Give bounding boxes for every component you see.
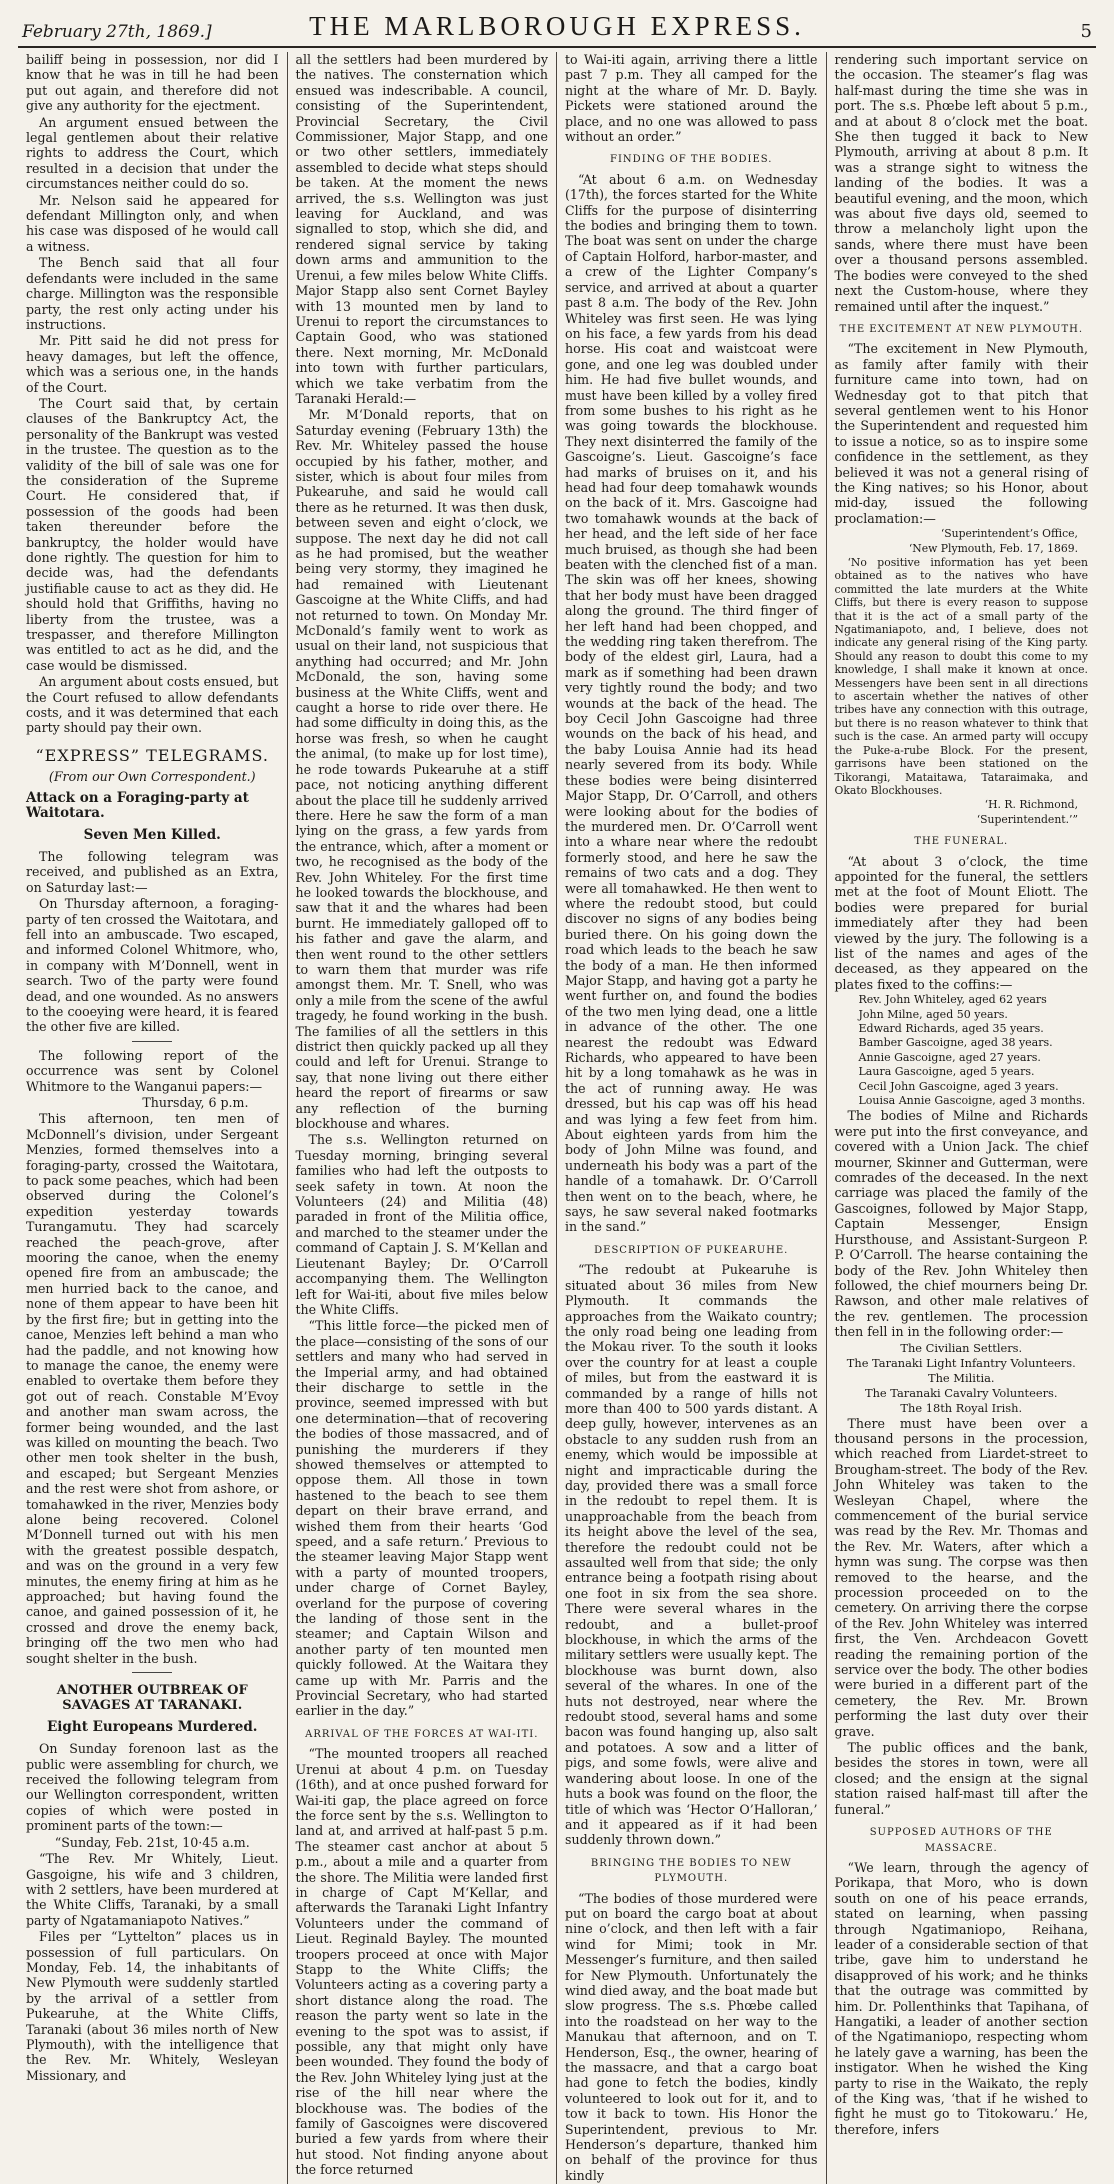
paragraph: “We learn, through the agency of Porikapa, that Moro, who is down south on one of his peace errands, stated on learning, when passing through Ngatimaniopo, Reihana, leader of a considerable section of that tribe, gave him to understand he disapproved of his work; and he thinks that the outrage was committed by him. Dr. Pollenthinks that Tapihana, of Hangatiki, a leader of another section of the Ngatimaniopo, respecting whom he lately gave a warning, has been the instigator. When he wished the King party to rise in the Waikato, the reply of the King was, ‘that if he wished to fight he must go to Titokowaru.’ He, therefore, infers	[834, 1859, 1088, 2137]
column-2	[288, 52, 558, 2184]
paragraph: “The redoubt at Pukearuhe is situated about 36 miles from New Plymouth. It commands the approaches from the Waikato country; the only road being one leading from the Mokau river. To the south it looks over the country for at least a couple of miles, but from the eastward it is commanded by a range of hills not more than 400 to 500 yards distant. A deep gully, however, intervenes as an obstacle to any sudden rush from an enemy, which would be impossible at night and impracticable during the day, provided there was a small force in the redoubt to repel them. It is unapproachable from the beach from its height above the level of the sea, therefore the redoubt could not be assaulted well from that side; the only entrance being a footpath rising about one foot in six from the sea shore. There were several whares in the redoubt, and a bullet-proof blockhouse, in which the arms of the military settlers were usually kept. The blockhouse was burnt down, also several of the whares. In one of the huts not destroyed, near where the redoubt stood, several hams and some bacon was found hanging up, also salt and potatoes. A sow and a litter of pigs, and some fowls, were alive and wandering about loose. In one of the huts a book was found on the floor, the title of which was ‘Hector O’Halloran,’ and it appeared as if it had been suddenly thrown down.”	[565, 1262, 818, 1848]
paragraph: rendering such important service on the occasion. The steamer’s flag was half-mast during the time she was in port. The s.s. Phœbe left about 5 p.m., and at about 8 o’clock met the boat. She then tugged it back to New Plymouth, arriving at about 8 p.m. It was a strange sight to witness the landing of the bodies. It was a beautiful evening, and the moon, which was about five days old, seemed to throw a melancholy light upon the sands, where there must have been over a thousand persons assembled. The bodies were conveyed to the shed next the Custom-house, where they remained until after the inquest.”	[834, 52, 1088, 314]
paragraph: The following telegram was received, and published as an Extra, on Saturday last:—	[26, 848, 279, 895]
proclamation-signatory-title: ‘Superintendent.’”	[976, 812, 1078, 826]
section-heading-telegrams: “EXPRESS” TELEGRAMS.	[35, 745, 270, 765]
proclamation-signature: ‘H. R. Richmond,	[984, 798, 1078, 812]
paragraph: bailiff being in possession, nor did I know that he was in till he had been put out again, and therefore did not give any authority for the ejectment.	[26, 52, 279, 114]
paragraph: “The bodies of those murdered were put on board the cargo boat at about nine o’clock, and then left with a fair wind for Mimi; took in Mr. Messenger’s furniture, and then sailed for New Plymouth. Unfortunately the wind died away, and the boat made but slow progress. The s.s. Phœbe called into the roadstead on her way to the Manukau that afternoon, and on T. Henderson, Esq., the owner, hearing of the massacre, and that a cargo boat had gone to fetch the bodies, kindly volunteered to look out for it, and to tow it back to town. His Honor the Superintendent, previous to Mr. Henderson’s departure, thanked him on behalf of the province for thus kindly	[565, 1890, 818, 2183]
procession-list	[835, 1341, 1089, 1415]
page-number: 5	[1080, 21, 1092, 42]
paragraph: Mr. Nelson said he appeared for defendant Millington only, and when his case was disposed of he would call a witness.	[26, 192, 279, 254]
subheading-description: DESCRIPTION OF PUKEARUHE.	[594, 1244, 789, 1256]
paragraph: An argument about costs ensued, but the Court refused to allow defendants costs, and it was determined that each party should pay their own.	[26, 674, 279, 736]
paragraph: “The Rev. Mr Whitely, Lieut. Gasgoigne, his wife and 3 children, with 2 settlers, have been murdered at the White Cliffs, Taranaki, by a small party of Ngatamaniapoto Natives.”	[26, 1851, 279, 1928]
report-dateline: Thursday, 6 p.m.	[142, 1095, 249, 1110]
issue-date: February 27th, 1869.]	[22, 22, 212, 42]
column-1	[18, 52, 288, 2184]
subheading-funeral: THE FUNERAL.	[914, 836, 1009, 848]
paragraph: “At about 3 o’clock, the time appointed for the funeral, the settlers met at the foot of Mount Eliott. The bodies were prepared for burial immediately after they had been viewed by the jury. The following is a list of the names and ages of the deceased, as they appeared on the plates fixed to the coffins:—	[834, 853, 1088, 992]
procession-entry: The Taranaki Cavalry Volunteers.	[864, 1385, 1058, 1400]
telegram-dateline: “Sunday, Feb. 21st, 10·45 a.m.	[54, 1834, 250, 1850]
subheading-bringing: BRINGING THE BODIES TO NEW PLYMOUTH.	[590, 1857, 792, 1885]
coffin-entry: Annie Gascoigne, aged 27 years.	[858, 1050, 1041, 1064]
subheading-excitement: THE EXCITEMENT AT NEW PLYMOUTH.	[839, 323, 1084, 335]
paragraph: Mr. M‘Donald reports, that on Saturday evening (February 13th) the Rev. Mr. Whiteley passed the house occupied by his father, mother, and sister, which is about four miles from Pukearuhe, and said he would call there as he returned. It was then dusk, between seven and eight o’clock, we suppose. The next day he did not call as he had promised, but the weather being very stormy, they imagined he had remained with Lieutenant Gascoigne at the White Cliffs, and had not returned to town. On Monday Mr. McDonald’s family went to work as usual on their land, not suspicious that anything had occurred; and Mr. John McDonald, the son, having some business at the White Cliffs, went and caught a horse to ride over there. He had some difficulty in doing this, as the horse was fresh, so when he caught the animal, (to make up for lost time), he rode towards Pukearuhe at a stiff pace, not noticing anything different about the place till he suddenly arrived there. Here he saw the form of a man lying on the grass, a few yards from the entrance, which, after a moment or two, he recognised as the body of the Rev. John Whiteley. For the first time he looked towards the blockhouse, and saw that it and the whares had been burnt. He immediately galloped off to his father and gave the alarm, and then went round to the other settlers to warn them that murder was rife amongst them. Mr. T. Snell, who was only a mile from the scene of the awful tragedy, he found working in the bush. The families of all the settlers in this district then quickly packed up all they could and left for Urenui. Strange to say, that none living out there either heard the report of firearms or saw any reflection of the burning blockhouse and whares.	[295, 407, 548, 1132]
divider	[132, 1041, 172, 1042]
proclamation-office: ‘Superintendent’s Office,	[940, 527, 1078, 541]
paragraph: The Bench said that all four defendants were included in the same charge. Millington was the responsible party, the rest only acting under his instructions.	[26, 255, 279, 332]
subheadline-eight-murdered: Eight Europeans Murdered.	[47, 1718, 258, 1735]
paragraph: “The excitement in New Plymouth, as family after family with their furniture came into town, had on Wednesday got to that pitch that several gentlemen went to his Honor the Superintendent and requested him to issue a notice, so as to inspire some confidence in the settlement, as they believed it was not a general rising of the King natives; so his Honor, about mid-day, issued the following proclamation:—	[834, 341, 1088, 526]
paragraph: “This little force—the picked men of the place—consisting of the sons of our settlers and many who had served in the Imperial army, and had obtained their discharge to settle in the province, seemed impressed with but one determination—that of recovering the bodies of those massacred, and of punishing the murderers if they showed themselves or attempted to oppose them. All those in town hastened to the beach to see them depart on their brave errand, and wished them from their hearts ‘God speed, and a safe return.’ Previous to the steamer leaving Major Stapp went with a party of mounted troopers, under charge of Cornet Bayley, overland for the purpose of covering the landing of those sent in the steamer; and Captain Wilson and another party of ten mounted men quickly followed. At the Waitara they came up with Mr. Parris and the Provincial Secretary, who had started earlier in the day.”	[295, 1318, 548, 1719]
newspaper-title: THE MARLBOROUGH EXPRESS.	[309, 11, 805, 41]
proclamation-text: ‘No positive information has yet been obtained as to the natives who have committed the late murders at the White Cliffs, but there is every reason to suppose that it is the act of a small party of the Ngatimaniapoto, and, I believe, does not indicate any general rising of the King party. Should any reason to doubt this come to my knowledge, I shall make it known at once. Messengers have been sent in all directions to ascertain whether the natives of other tribes have any connection with this outrage, but there is no reason whatever to think that such is the case. An armed party will occupy the Puke-a-rube Block. For the present, garrisons have been stationed on the Tikorangi, Mataitawa, Tataraimaka, and Okato Blockhouses.	[834, 556, 1088, 797]
coffin-entry: Laura Gascoigne, aged 5 years.	[858, 1065, 1035, 1079]
paragraph: On Thursday afternoon, a foraging-party of ten crossed the Waitotara, and fell into an ambuscade. Two escaped, and informed Colonel Whitmore, who, in company with M’Donnell, went in search. Two of the party were found dead, and one wounded. As no answers to the cooeying were heard, it is feared the other five are killed.	[26, 896, 279, 1035]
paragraph: This afternoon, ten men of McDonnell’s division, under Sergeant Menzies, formed themselves into a foraging-party, crossed the Waitotara, to pack some peaches, which had been observed during the Colonel’s expedition yesterday towards Turangamutu. They had scarcely reached the peach-grove, after mooring the canoe, when the enemy opened fire from an ambuscade; the men hurried back to the canoe, and none of them appear to have been hit by the first fire; but in getting into the canoe, Menzies left behind a man who had the paddle, and not knowing how to manage the canoe, the enemy were enabled to overtake them before they got out of reach. Constable M’Evoy and another man swam across, the former being wounded, and the last was killed on mounting the beach. Two other men took shelter in the bush, and escaped; but Sergeant Menzies and the rest were shot from ashore, or tomahawked in the river, Menzies body alone being recovered. Colonel M’Donnell turned out with his men with the greatest possible despatch, and was on the ground in a very few minutes, the enemy firing at him as he approached; but having found the canoe, and gained possession of it, he crossed and drove the enemy back, bringing off the two men who had sought shelter in the bush.	[26, 1111, 279, 1666]
coffin-entry: Bamber Gascoigne, aged 38 years.	[858, 1036, 1053, 1050]
paragraph: all the settlers had been murdered by the natives. The consternation which ensued was indescribable. A council, consisting of the Superintendent, Provincial Secretary, the Civil Commissioner, Major Stapp, and one or two other settlers, immediately assembled to decide what steps should be taken. At the moment the news arrived, the s.s. Wellington was just leaving for Auckland, and was signalled to stop, which she did, and rendered signal service by taking down arms and ammunition to the Urenui, a few miles below White Cliffs. Major Stapp also sent Cornet Bayley with 13 mounted men by land to Urenui to report the circumstances to Captain Good, who was stationed there. Next morning, Mr. McDonald into town with further particulars, which we take verbatim from the Taranaki Herald:—	[295, 52, 548, 406]
procession-entry: The Militia.	[927, 1370, 995, 1385]
paragraph: There must have been over a thousand persons in the procession, which reached from Liardet-street to Brougham-street. The body of the Rev. John Whiteley was taken to the Wesleyan Chapel, where the commencement of the burial service was read by the Rev. Mr. Thomas and the Rev. Mr. Waters, after which a hymn was sung. The corpse was then removed to the hearse, and the procession proceeded on to the cemetery. On arriving there the corpse of the Rev. John Whiteley was interred first, the Ven. Archdeacon Govett reading the remaining portion of the service over the body. The other bodies were buried in a different part of the cemetery, the Rev. Mr. Brown performing the last duty over their grave.	[834, 1415, 1088, 1739]
subheading-finding: FINDING OF THE BODIES.	[610, 154, 773, 166]
divider	[132, 1672, 172, 1673]
paragraph: The following report of the occurrence was sent by Colonel Whitmore to the Wanganui papers:—	[26, 1047, 279, 1094]
column-4	[827, 52, 1097, 2184]
paragraph: The bodies of Milne and Richards were put into the first conveyance, and covered with a Union Jack. The chief mourner, Skinner and Gutterman, were comrades of the deceased. In the next carriage was placed the family of the Gascoignes, followed by Major Stapp, Captain Messenger, Ensign Hursthouse, and Assistant-Surgeon P. P. O’Carroll. The hearse containing the body of the Rev. John Whiteley then followed, the chief mourners being Dr. Rawson, and other male relatives of the rev. gentlemen. The procession then fell in in the following order:—	[834, 1108, 1088, 1340]
headline-attack: Attack on a Foraging-party at Waitotara.	[26, 789, 249, 822]
subheadline-seven-killed: Seven Men Killed.	[83, 826, 221, 843]
paragraph: The s.s. Wellington returned on Tuesday morning, bringing several families who had left the outposts to seek safety in town. At noon the Volunteers (24) and Militia (48) paraded in front of the Militia office, and marched to the steamer under the command of Captain J. S. M‘Kellan and Lieutenant Bayley; Dr. O’Carroll accompanying them. The Wellington left for Wai-iti, about five miles below the White Cliffs.	[295, 1132, 548, 1317]
paragraph: “The mounted troopers all reached Urenui at about 4 p.m. on Tuesday (16th), and at once pushed forward for Wai-iti gap, the place agreed on force the force sent by the s.s. Wellington to land at, and arrived at half-past 5 p.m. The steamer cast anchor at about 5 p.m., about a mile and a quarter from the shore. The Militia were landed first in charge of Capt M‘Kellar, and afterwards the Taranaki Light Infantry Volunteers under the command of Lieut. Reginald Bayley. The mounted troopers proceed at once with Major Stapp to the White Cliffs; the Volunteers acting as a covering party a short distance along the road. The reason the party went so late in the evening to the spot was to assist, if possible, any that might only have been wounded. They found the body of the Rev. John Whiteley lying just at the rise of the hill near where the blockhouse was. The bodies of the family of Gascoignes were discovered buried a few yards from where their hut stood. Not finding anyone about the force returned	[295, 1746, 548, 2178]
paragraph: Mr. Pitt said he did not press for heavy damages, but left the offence, which was a serious one, in the hands of the Court.	[26, 333, 279, 395]
headline-outbreak: ANOTHER OUTBREAK OF SAVAGES AT TARANAKI.	[56, 1683, 248, 1714]
masthead	[18, 8, 1096, 48]
coffin-entry: Rev. John Whiteley, aged 62 years	[858, 993, 1047, 1007]
correspondent-line: (From our Own Correspondent.)	[48, 769, 256, 785]
coffin-entry: Edward Richards, aged 35 years.	[858, 1022, 1044, 1035]
paragraph: The Court said that, by certain clauses of the Bankruptcy Act, the personality of the Bankrupt was vested in the trustee. The question as to the validity of the bill of sale was one for the consideration of the Supreme Court. He considered that, if possession of the goods had been taken thereunder before the bankruptcy, the holder would have done rightly. The question for him to decide was, had the defendants justifiable cause to act as they did. He should hold that Griffiths, having no liberty from the trustee, was a trespasser, and therefore Millington was entitled to act as he did, and the case would be dismissed.	[26, 395, 279, 673]
coffin-entry: John Milne, aged 50 years.	[858, 1007, 1008, 1021]
paragraph: Files per “Lyttelton” places us in possession of full particulars. On Monday, Feb. 14, the inhabitants of New Plymouth were suddenly startled by the arrival of a settler from Pukearuhe, at the White Cliffs, Taranaki (about 36 miles north of New Plymouth), with the intelligence that the Rev. Mr. Whitely, Wesleyan Missionary, and	[26, 1929, 279, 2083]
procession-entry: The Taranaki Light Infantry Volunteers.	[846, 1355, 1076, 1370]
subheading-arrival: ARRIVAL OF THE FORCES AT WAI-ITI.	[305, 1728, 539, 1740]
paragraph: On Sunday forenoon last as the public were assembling for church, we received the following telegram from our Wellington correspondent, written copies of which were posted in prominent parts of the town:—	[26, 1741, 279, 1834]
paragraph: to Wai-iti again, arriving there a little past 7 p.m. They all camped for the night at the whare of Mr. D. Bayly. Pickets were stationed around the place, and no one was allowed to pass without an order.”	[565, 52, 818, 145]
coffin-list	[835, 993, 1089, 1107]
proclamation-date: ‘New Plymouth, Feb. 17, 1869.	[908, 541, 1078, 555]
coffin-entry: Cecil John Gascoigne, aged 3 years.	[858, 1079, 1059, 1093]
procession-entry: The 18th Royal Irish.	[900, 1400, 1023, 1415]
procession-entry: The Civilian Settlers.	[900, 1340, 1023, 1355]
column-3	[557, 52, 827, 2184]
article-columns	[18, 52, 1096, 2183]
paragraph: The public offices and the bank, besides the stores in town, were all closed; and the ensign at the signal station raised half-mast till after the funeral.”	[834, 1740, 1088, 1817]
paragraph: An argument ensued between the legal gentlemen about their relative rights to address the Court, which resulted in a decision that under the circumstances neither could do so.	[26, 114, 279, 192]
coffin-entry: Louisa Annie Gascoigne, aged 3 months.	[858, 1094, 1086, 1108]
paragraph: “At about 6 a.m. on Wednesday (17th), the forces started for the White Cliffs for the purpose of disinterring the bodies and bringing them to town. The boat was sent on under the charge of Captain Holford, harbor-master, and a crew of the Lighter Company’s service, and arrived at about a quarter past 8 a.m. The body of the Rev. John Whiteley was first seen. He was lying on his face, a few yards from his dead horse. His coat and waistcoat were gone, and one leg was doubled under him. He had five bullet wounds, and must have been killed by a volley fired from some bushes to his right as he was going towards the blockhouse. They next disinterred the family of the Gascoigne’s. Lieut. Gascoigne’s face had marks of bruises on it, and his head had four deep tomahawk wounds on the back of it. Mrs. Gascoigne had two tomahawk wounds at the back of her head, and the left side of her face much bruised, as though she had been beaten with the clenched fist of a man. The skin was off her knees, showing that her body must have been dragged along the ground. The third finger of her left hand had been chopped, and the wedding ring taken therefrom. The body of the eldest girl, Laura, had a mark as if something had been drawn very tightly round the body; and two wounds at the back of the head. The boy Cecil John Gascoigne had three wounds on the back of his head, and the baby Louisa Annie had its head nearly severed from its body. While these bodies were being disinterred Major Stapp, Dr. O’Carroll, and others were looking about for the bodies of the murdered men. Dr. O’Carroll went into a whare near where the redoubt formerly stood, and here he saw the remains of two cats and a dog. They were all tomahawked. He then went to where the redoubt stood, but could discover no signs of any bodies being buried there. On his going down the road which leads to the beach he saw the body of a man. He then informed Major Stapp, and having got a party he went further on, and found the bodies of the two men lying dead, one a little in advance of the other. The one nearest the redoubt was Edward Richards, who appeared to have been hit by a long tomahawk as he was in the act of running away. He was dressed, but his cap was off his head and was lying a few feet from him. About eighteen yards from him the body of John Milne was found, and underneath his body was a part of the handle of a tomahawk. Dr. O’Carroll then went on to the beach, where, he says, he saw several naked footmarks in the sand.”	[565, 171, 818, 1235]
subheading-authors: SUPPOSED AUTHORS OF THE MASSACRE.	[869, 1827, 1053, 1854]
